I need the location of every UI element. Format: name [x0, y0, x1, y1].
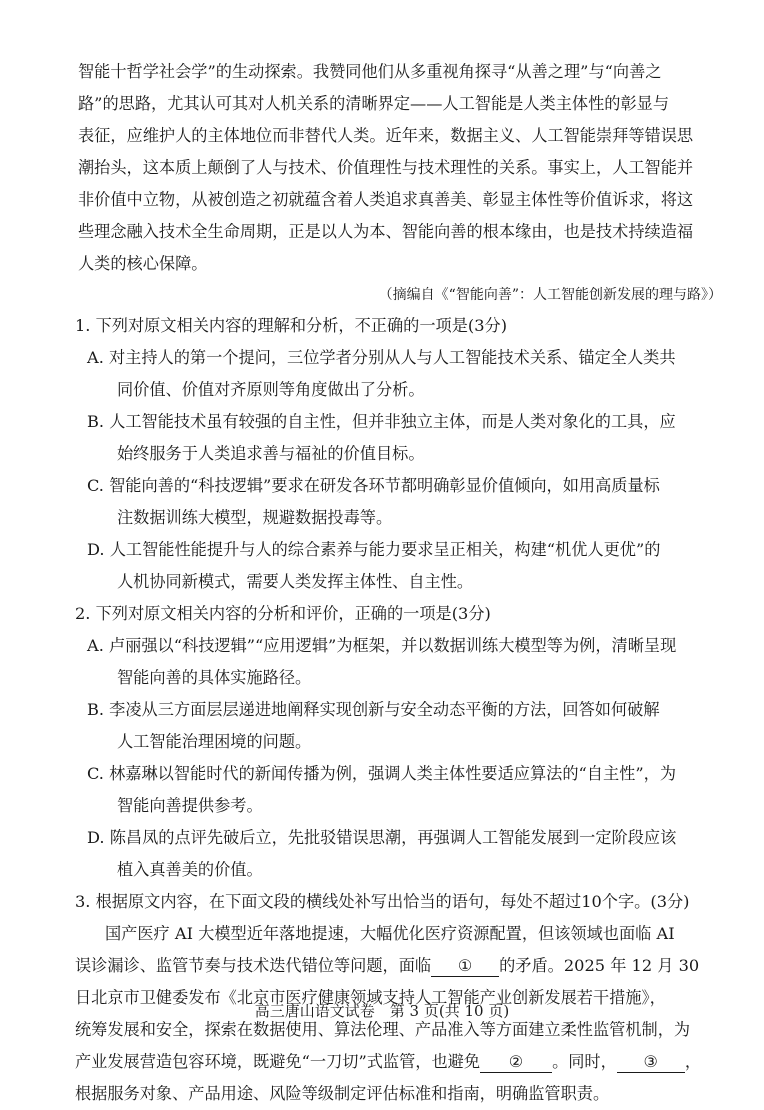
passage-line: 表征，应维护人的主体地位而非替代人类。近年来，数据主义、人工智能崇拜等错误思: [78, 126, 694, 145]
q3-line: 国产医疗 AI 大模型近年落地提速，大幅优化医疗资源配置，但该领域也面临 AI: [105, 924, 675, 943]
passage-line: 潮抬头，这本质上颠倒了人与技术、价值理性与技术理性的关系。事实上，人工智能并: [78, 158, 694, 177]
option-text: B. 李凌从三方面层层递进地阐释实现创新与安全动态平衡的方法，回答如何破解: [87, 700, 660, 719]
blank-1[interactable]: ①: [431, 956, 499, 977]
option-text: B. 人工智能技术虽有较强的自主性，但并非独立主体，而是人类对象化的工具，应: [87, 412, 676, 431]
option-text: A. 对主持人的第一个提问，三位学者分别从人与人工智能技术关系、锚定全人类共: [87, 348, 676, 367]
option-text: 智能向善的具体实施路径。: [117, 668, 312, 687]
question-1-option-a[interactable]: [87, 342, 720, 406]
q3-text: 误诊漏诊、监管节奏与技术迭代错位等问题，面临: [75, 956, 432, 975]
option-text: 始终服务于人类追求善与福祉的价值目标。: [117, 444, 425, 463]
passage-line: 非价值中立物，从被创造之初就蕴含着人类追求真善美、彰显主体性等价值诉求，将这: [78, 190, 694, 209]
question-1-option-d[interactable]: [87, 534, 720, 598]
option-text: D. 人工智能性能提升与人的综合素养与能力要求呈正相关，构建“机优人更优”的: [87, 540, 661, 559]
passage-line: 智能十哲学社会学”的生动探索。我赞同他们从多重视角探寻“从善之理”与“向善之: [78, 62, 662, 81]
question-2-option-d[interactable]: [87, 822, 720, 886]
blank-3[interactable]: ③: [617, 1052, 685, 1073]
page-footer: 高三唐山语文试卷 第 3 页(共 10 页): [254, 1002, 510, 1020]
q3-line: 根据服务对象、产品用途、风险等级制定评估标准和指南，明确监管职责。: [75, 1084, 610, 1103]
option-text: A. 卢丽强以“科技逻辑”“应用逻辑”为框架，并以数据训练大模型等为例，清晰呈现: [87, 636, 677, 655]
option-text: 植入真善美的价值。: [117, 860, 263, 879]
q3-line: 日北京市卫健委发布《北京市医疗健康领域支持人工智能产业创新发展若干措施》，: [75, 988, 666, 1007]
question-2: [75, 598, 720, 886]
passage-line: 路”的思路，尤其认可其对人机关系的清晰界定——人工智能是人类主体性的彰显与: [78, 94, 670, 113]
passage-source: （摘编自《“智能向善”：人工智能创新发展的理与路》）: [378, 287, 722, 303]
blank-2[interactable]: ②: [480, 1052, 552, 1073]
question-3-stem: 3. 根据原文内容，在下面文段的横线处补写出恰当的语句，每处不超过10个字。(3分): [75, 892, 690, 911]
passage-end: [78, 56, 720, 280]
question-2-option-c[interactable]: [87, 758, 720, 822]
q3-text: 的矛盾。2025 年 12 月 30: [499, 956, 700, 975]
option-text: 人机协同新模式，需要人类发挥主体性、自主性。: [117, 572, 474, 591]
option-text: 注数据训练大模型，规避数据投毒等。: [117, 508, 393, 527]
q3-line: [75, 1046, 720, 1078]
passage-line: 些理念融入技术全生命周期，正是以人为本、智能向善的根本缘由，也是技术持续造福: [78, 222, 694, 241]
question-3: [75, 886, 720, 1110]
q3-line: 统筹发展和安全，探索在数据使用、算法伦理、产品准入等方面建立柔性监管机制，为: [75, 1020, 691, 1039]
question-2-option-a[interactable]: [87, 630, 720, 694]
question-1-stem: 1. 下列对原文相关内容的理解和分析，不正确的一项是(3分): [75, 316, 508, 335]
option-text: D. 陈昌凤的点评先破后立，先批驳错误思潮，再强调人工智能发展到一定阶段应该: [87, 828, 677, 847]
q3-text: 。同时，: [552, 1052, 617, 1071]
option-text: 智能向善提供参考。: [117, 796, 263, 815]
q3-text: 产业发展营造包容环境，既避免“一刀切”式监管，也避免: [75, 1052, 481, 1071]
q3-text: ，: [684, 1052, 701, 1071]
question-2-stem: 2. 下列对原文相关内容的分析和评价，正确的一项是(3分): [75, 604, 491, 623]
option-text: C. 林嘉琳以智能时代的新闻传播为例，强调人类主体性要适应算法的“自主性”，为: [87, 764, 677, 783]
question-2-option-b[interactable]: [87, 694, 720, 758]
passage-line: 人类的核心保障。: [78, 254, 208, 273]
option-text: 人工智能治理困境的问题。: [117, 732, 312, 751]
q3-line: [75, 950, 720, 982]
option-text: C. 智能向善的“科技逻辑”要求在研发各环节都明确彰显价值倾向，如用高质量标: [87, 476, 660, 495]
question-1: [75, 310, 720, 598]
question-1-option-b[interactable]: [87, 406, 720, 470]
option-text: 同价值、价值对齐原则等角度做出了分析。: [117, 380, 425, 399]
question-1-option-c[interactable]: [87, 470, 720, 534]
